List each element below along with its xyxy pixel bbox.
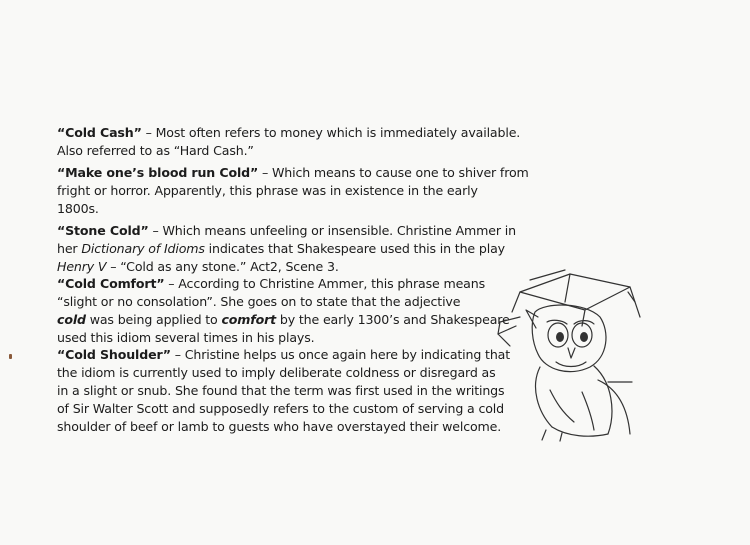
- entry-cold-cash: [57, 124, 520, 160]
- idiom-term: “Cold Comfort”: [57, 276, 165, 291]
- text-line: [57, 418, 510, 436]
- text-line: [57, 275, 510, 293]
- idiom-term: “Make one’s blood run Cold”: [57, 165, 259, 180]
- text-line: [57, 346, 510, 364]
- text-segment: shoulder of beef or lamb to guests who have overstayed their welcome.: [57, 419, 502, 434]
- idiom-term: “Stone Cold”: [57, 223, 149, 238]
- text-segment: by the early 1300’s and Shakespeare: [276, 312, 510, 327]
- text-segment: in a slight or snub. She found that the term was first used in the writings: [57, 383, 505, 398]
- text-segment: – “Cold as any stone.” Act2, Scene 3.: [106, 259, 339, 274]
- text-segment: indicates that Shakespeare used this in the play: [204, 241, 505, 256]
- entry-make-ones-blood-run-cold: [57, 164, 529, 218]
- text-segment: “slight or no consolation”. She goes on to state that the adjective: [57, 294, 461, 309]
- text-segment: – According to Christine Ammer, this phrase means: [164, 276, 485, 291]
- emphasis-text: cold: [57, 312, 86, 327]
- text-line: [57, 364, 510, 382]
- owl-sketch-icon: [490, 262, 660, 442]
- italic-text: Henry V: [57, 259, 107, 274]
- entry-stone-cold: [57, 222, 516, 276]
- text-line: [57, 329, 510, 347]
- entry-cold-shoulder: [57, 346, 510, 436]
- text-line: [57, 164, 529, 182]
- entry-cold-comfort: [57, 275, 510, 347]
- text-line: [57, 240, 516, 258]
- text-line: [57, 182, 529, 200]
- text-segment: – Christine helps us once again here by indicating that: [170, 347, 511, 362]
- text-segment: Also referred to as “Hard Cash.”: [57, 143, 254, 158]
- text-line: [57, 382, 510, 400]
- emphasis-text: comfort: [221, 312, 277, 327]
- text-line: [57, 400, 510, 418]
- text-line: [57, 293, 510, 311]
- text-segment: the idiom is currently used to imply deliberate coldness or disregard as: [57, 365, 496, 380]
- text-segment: – Which means unfeeling or insensible. Christine Ammer in: [148, 223, 516, 238]
- idiom-term: “Cold Shoulder”: [57, 347, 171, 362]
- text-line: [57, 124, 520, 142]
- paper-speck: [9, 354, 12, 359]
- text-segment: fright or horror. Apparently, this phrase was in existence in the early: [57, 183, 478, 198]
- text-line: [57, 200, 529, 218]
- text-segment: her: [57, 241, 82, 256]
- text-segment: – Which means to cause one to shiver from: [258, 165, 529, 180]
- text-segment: used this idiom several times in his plays.: [57, 330, 315, 345]
- text-segment: – Most often refers to money which is immediately available.: [141, 125, 521, 140]
- text-segment: of Sir Walter Scott and supposedly refers to the custom of serving a cold: [57, 401, 504, 416]
- text-line: [57, 222, 516, 240]
- text-line: [57, 311, 510, 329]
- text-segment: 1800s.: [57, 201, 99, 216]
- text-line: [57, 142, 520, 160]
- idiom-term: “Cold Cash”: [57, 125, 142, 140]
- text-line: [57, 258, 516, 276]
- text-segment: was being applied to: [85, 312, 222, 327]
- italic-text: Dictionary of Idioms: [81, 241, 205, 256]
